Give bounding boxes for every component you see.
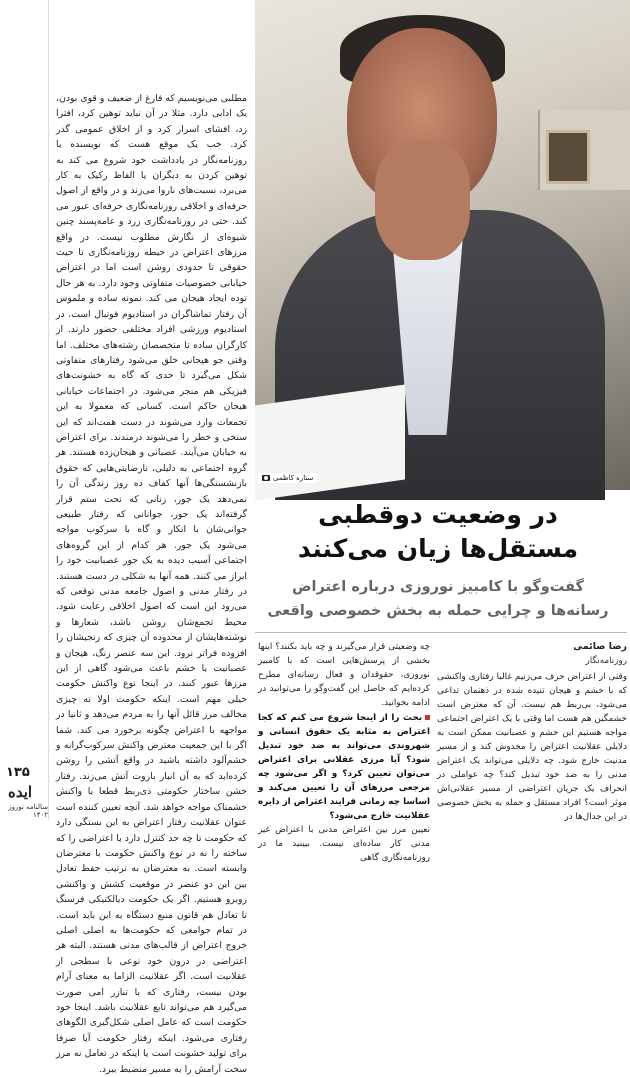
section-divider: [255, 632, 627, 633]
article-body-text: مطلبی می‌نویسیم که فارغ از ضعیف و قوی بودن، یک ادابی دارد. مثلا در آن نباید توهین کرد، افترا زد، افشای اسرار کرد و از اخلاق عمومی گذر کرد. خب یک موقع هست که نویسنده یا روزنامه‌نگار در یادداشت خود شروع می کند به توهین کردن به دیگران یا الفاظ رکیک به کار می‌برد، نسبت‌های ناروا می‌زند و در واقع از اصول حرفه‌ای و اخلاقی روزنامه‌نگاری حرفه‌ای عبور می کند. حتی در روزنامه‌نگاری زرد و عامه‌پسند چنین شیوه‌ای از نگارش مطلوب نیست. در واقع مرزهای اعتراض در حیطه روزنامه‌نگاری تا حیث حقوقی تا حدودی روشن است اما در اعتراض خیابانی خصوصیات متفاوتی وجود دارد. به هر حال توده ایجاد هیجان می کند. نمونه ساده و ملموس آن رفتار تماشاگران در استادیوم فوتبال است. در استادیوم ورزشی افراد مختلفی حضور دارند. از کارگران ساده تا متخصصان رشته‌های مختلف. اما وقتی جو هیجانی خلق می‌شود رفتارهای متفاوتی شکل می‌گیرد تا حدی که گاه به خشونت‌های فیزیکی هم منجر می‌شود. در اجتماعات خیابانی هیجان حاکم است. کسانی که معمولا به این تجمعات وارد می‌شوند در دست همت‌اند که این سنخی و خطر را می‌شوند درمندند. برای اعتراض به خیابان می‌آیند. عصبانی و هیجان‌زده هستند. هر گروه اجتماعی به دلیلی، نارضایتی‌هایی که حقوق بازنشستگی‌ها آنها کفاف ده روز زندگی آن را نمی‌دهد یک جور، زنانی که تحت ستم قرار گرفته‌اند یک جور، جوانانی که رفتار طبیعی جوانی‌شان با انکار و گاه با سرکوب مواجه می‌شود یک جور. هر کدام از این گروه‌های اجتماعی آسیب دیده به یک جور عصبانیت خود را ابراز می کنند. همه آنها به شکلی در دست هستند. در رفتار مدنی و اصول جامعه مدنی توقعی که می‌رود این است که اصول اخلاقی رعایت شود. محیط تجمع‌شان روشن باشد، شعارها و نوشته‌هایشان از محدوده آن چیزی که زنجیشان را افزوده فراتر نرود. این سه عنصر زنگ، هیجان و عصبانیت یا خشم باعث می‌شود گاهی از این مرزها عبور کنند. در اینجا نوع واکنش حکومت خیلی مهم است. اینکه حکومت اولا نه چیزی مخالف مرز قائل آنها را به مردم می‌دهد و ثانیا در مواجهه با اعتراض چگونه برخورد می کند. شما اگر با این جمعیت معترض واکنش سرکوب‌گرانه و خشم‌آلود داشته باشید در واقع آتشی را روشن کرده‌اید که به آن انبار باروت آتش می‌زند. رفتار خشن ساختار حکومتی ذی‌ربط قطعا با واکنش خشمناک مواجه خواهد شد. آنچه تعیین کننده است عنوان عقلانیت رفتار اعتراض به این بستگی دارد که حکومت تا چه حد کنترل دارد یا اعتراضی را که ساخته را نه در نوع واکنش حکومت با معترضان وابسته است. به معترضان به ترتیب حفظ تعادل بین این دو عنصر در موقعیت کشش و واکنشی روبرو هستیم. اگر یک حکومت دیالکتیکی فرسنگ تا تعادل هم قانون منبع دستگاه به این باید است. در تمام جوامعی که حکومت‌ها به اصلی اصلی خروج اعتراض از قالب‌های مدنی هستند. البته هر اعتراضی در درون خود نوعی با سطحی از عقلانیت است. اگر عقلانیت الزاما به معنای آرام بودن نیست، رفتاری که با تنازر امی صورت می‌گیرد هم می‌تواند تابع عقلانیت باشد. اینجا خود حکومت است که عامل اصلی شکل‌گیری الگوهای رفتاری می‌شود. اینکه رفتار حکومت آیا صرفا برای تولید خشونت است یا اینکه در تعامل نه مرز سخت آرامش را به مسیر منضبط ببرد.: [56, 93, 247, 1075]
article-column-left: [56, 91, 247, 1075]
photo-credit-name: ستاره کاظمی: [273, 474, 314, 482]
issue-label: سالنامه نوروز ۱۴۰۲: [8, 803, 48, 819]
interviewee-photo: [255, 0, 630, 490]
headline-line-2: مستقل‌ها زیان می‌کنند: [297, 534, 579, 563]
page-number: ۱۳۵: [6, 765, 30, 780]
author-name: رضا صائمی: [573, 641, 627, 652]
question-text: بحث را از اینجا شروع می کنم که کجا اعتراض به مثابه یک حقوق انسانی و شهروندی می‌تواند به ضد خود تبدیل شود؟ آیا مرزی عقلانی برای اعتراض می‌توان تعیین کرد؟ و اگر می‌شود چه مرجعی مرزهای آن را تعیین می‌کند و اساسا چه زمانی فرایند اعتراض از دایره عقلانیت خارج می‌شود؟: [258, 713, 430, 821]
intro-paragraph: چه وضعیتی قرار می‌گیرند و چه باید بکنند؟ اینها بخشی از پرسش‌هایی است که با کامبیز نوروزی، حقوقدان و فعال رسانه‌ای مطرح کرده‌ایم که حاصل این گفت‌وگو را می‌توانید در ادامه بخوانید.: [258, 642, 430, 708]
subheadline-line-1: گفت‌وگو با کامبیز نوروزی درباره اعتراض: [291, 579, 584, 595]
article-column-middle: [258, 640, 430, 865]
margin-divider: [48, 0, 49, 820]
headline-line-1: در وضعیت دوقطبی: [318, 500, 558, 529]
interview-question: [258, 711, 430, 823]
camera-icon: [262, 475, 270, 481]
photo-frame-on-wall: [546, 130, 590, 184]
person-hand: [375, 140, 470, 260]
photo-credit: [258, 473, 317, 483]
interview-answer: تعیین مرز بین اعتراض مدنی با اعتراض غیر مدنی کار ساده‌ای نیست. بیینید ما در روزنامه‌نگاری گاهی: [258, 825, 430, 863]
magazine-logo: ایده: [8, 783, 33, 801]
article-subheadline: [252, 575, 624, 623]
subheadline-line-2: رسانه‌ها و چرایی حمله به بخش خصوصی واقعی: [267, 603, 609, 619]
article-column-right: [437, 640, 627, 824]
question-bullet-icon: [425, 715, 430, 720]
lead-paragraph: وقتی از اعتراض حرف می‌زنیم غالبا رفتاری واکنشی که با خشم و هیجان تنیده شده در ذهنمان تداعی می‌شود، بی‌ربط هم نیست. آن که معترض است خشمگین هم هست اما وقتی با یک اعتراض اجتماعی مواجه هستیم این خشم و عصبانیت ممکن است به دلایلی عقلانیت اعتراض را مخدوش کند و از مسیر مدنیت خارج شود. چه دلایلی می‌تواند یک اعتراض مدنی را به ضد خود تبدیل کند؟ چه عواملی در انحراف یک جریان اعتراضی از مسیر عقلانی‌اش موثر است؟ افراد مستقل و حمله به بخش خصوصی در این جدال‌ها در: [437, 672, 627, 822]
article-headline: [252, 498, 624, 566]
author-role: روزنامه‌نگار: [585, 656, 627, 666]
page-margin: [0, 0, 48, 820]
